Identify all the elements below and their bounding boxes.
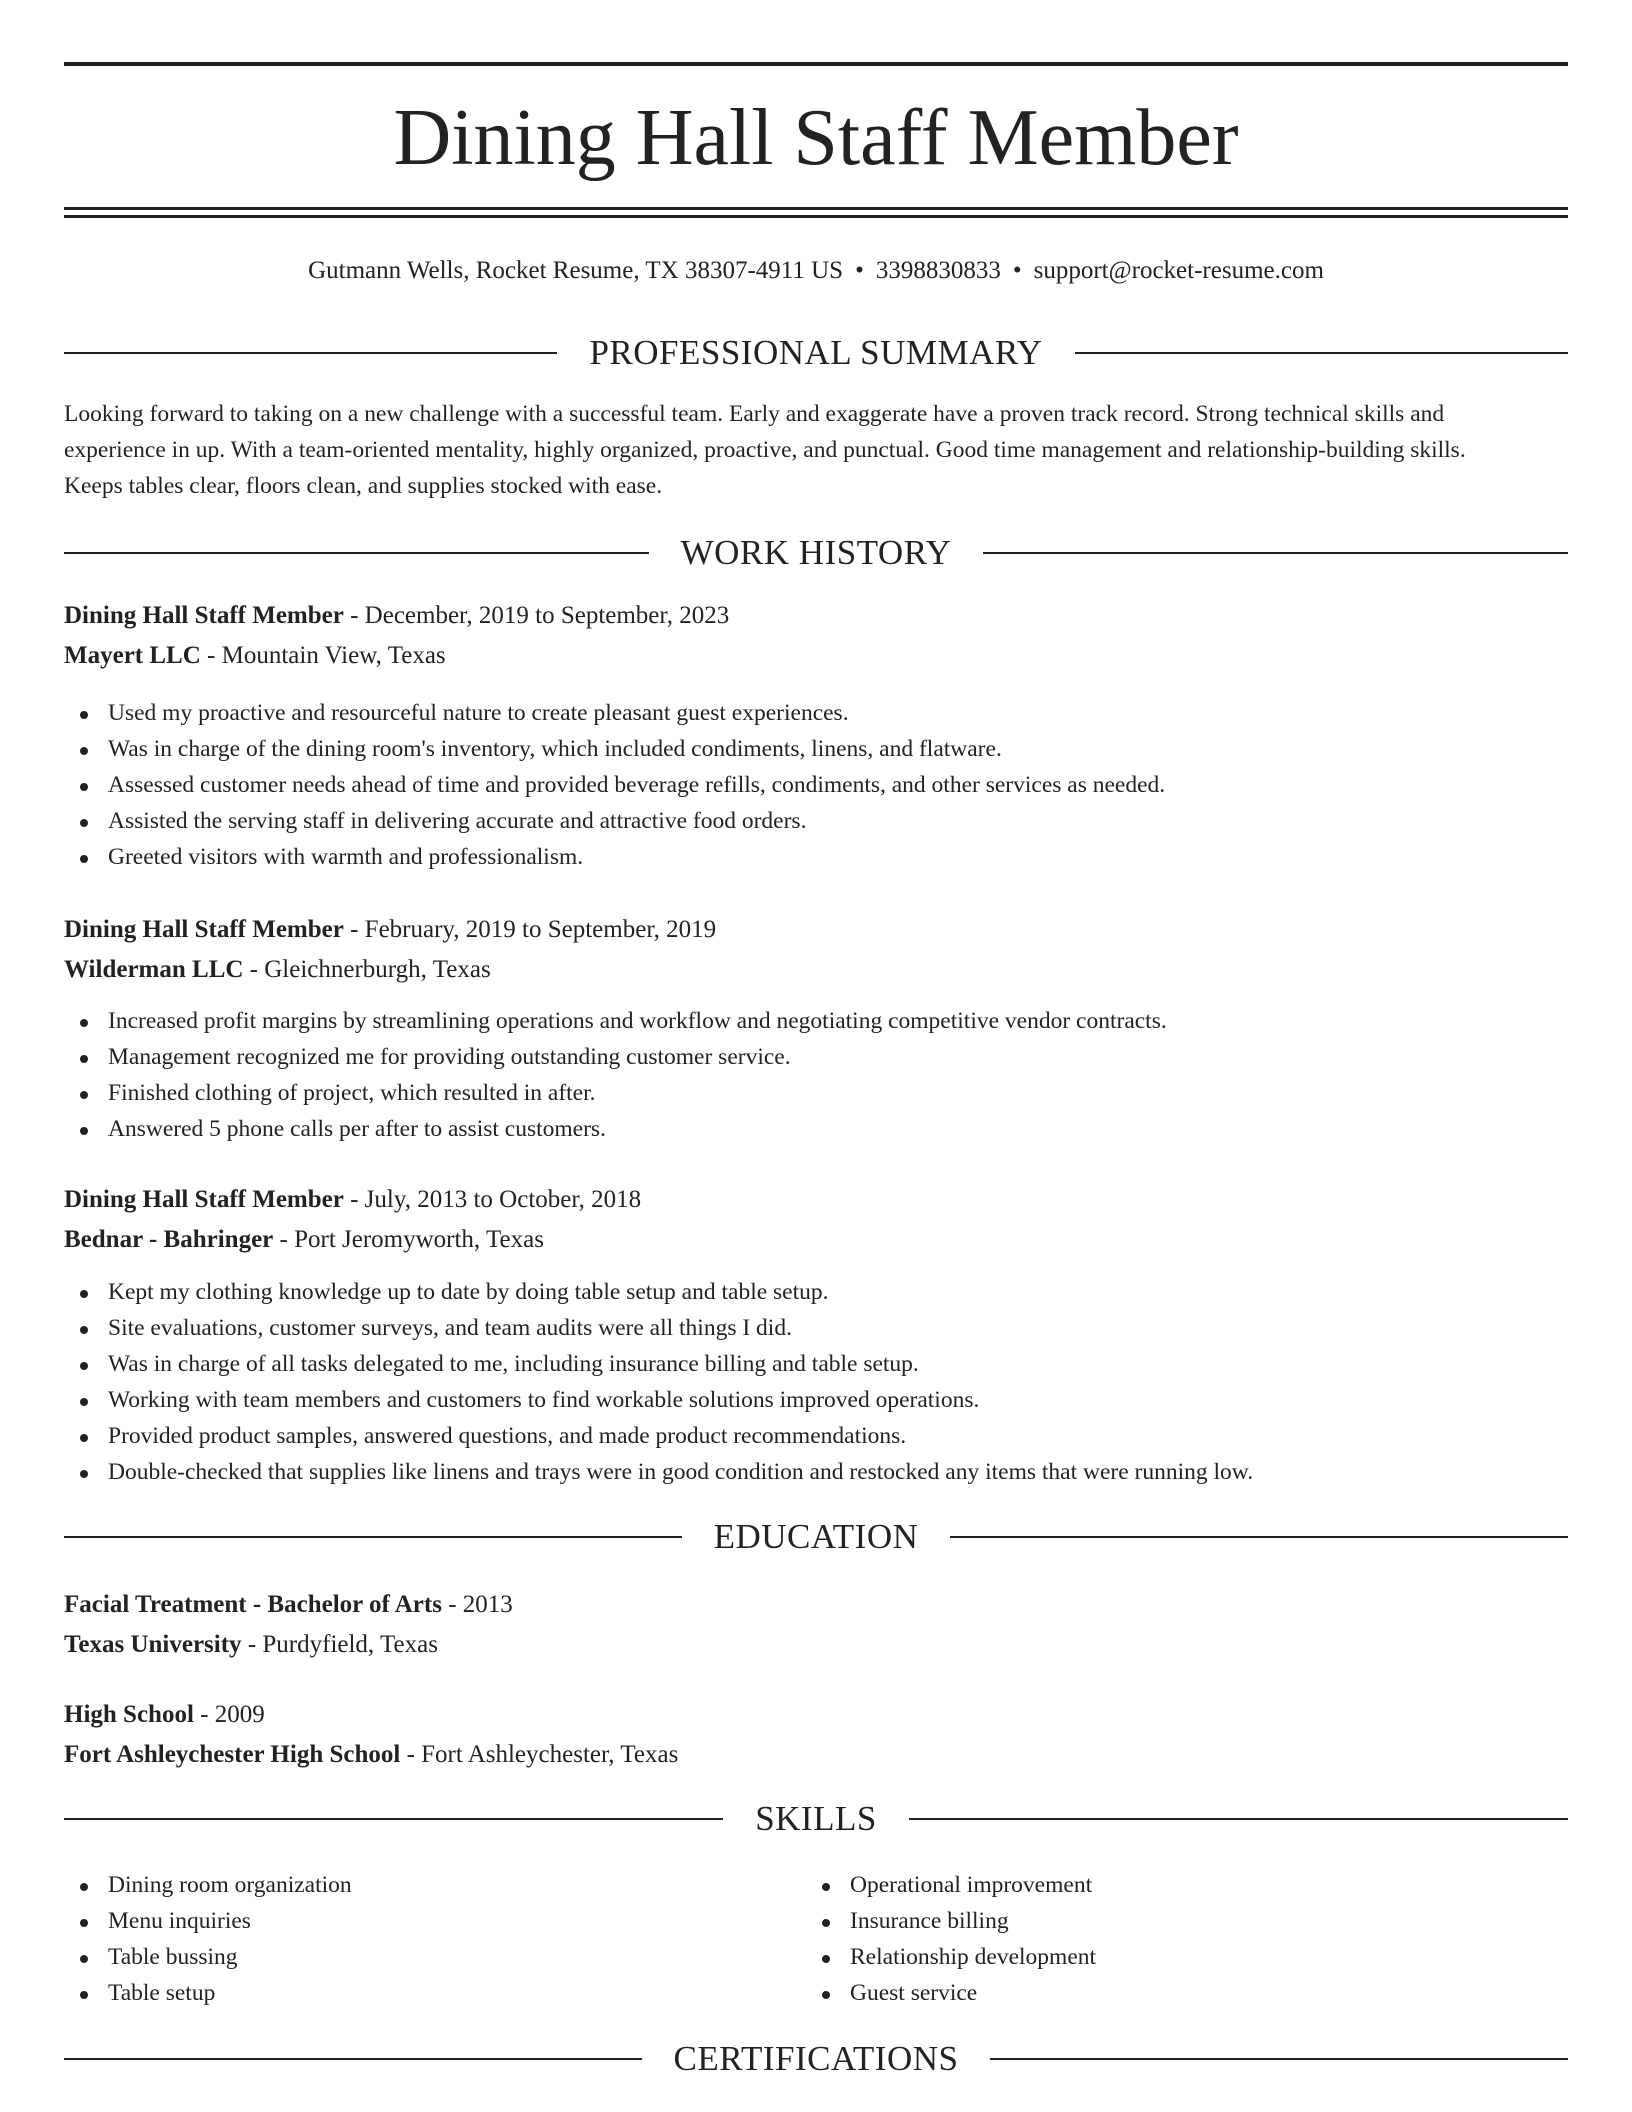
job-bullet: Double-checked that supplies like linens and trays were in good condition and restocked any items that were running low. [64,1454,1568,1490]
job-company: Wilderman LLC [64,956,244,983]
job-bullet: Finished clothing of project, which resulted in after. [64,1075,1568,1111]
section-title: SKILLS [755,1799,877,1838]
job-location: - Port Jeromyworth, Texas [273,1226,544,1253]
section-rule-left [64,1536,682,1538]
section-rule-left [64,2058,642,2060]
section-title: EDUCATION [713,1517,919,1556]
job-location: - Gleichnerburgh, Texas [243,956,491,983]
job-bullet: Used my proactive and resourceful nature to create pleasant guest experiences. [64,695,1568,731]
section-rule-right [950,1536,1568,1538]
job-bullet-list [64,1003,1568,1147]
skill-item: Operational improvement [806,1867,1506,1903]
job-bullet: Increased profit margins by streamlining operations and workflow and negotiating competitive vendor contracts. [64,1003,1568,1039]
section-header-summary [64,333,1568,373]
education-degree-line [64,1588,1568,1622]
job-company: Bednar - Bahringer [64,1226,274,1253]
skill-item: Relationship development [806,1939,1506,1975]
section-rule-left [64,1818,723,1820]
contact-phone: 3398830833 [875,257,1001,284]
section-title: PROFESSIONAL SUMMARY [589,333,1043,372]
job-role: Dining Hall Staff Member [64,602,344,629]
skills-list-right [806,1867,1506,2011]
section-rule-right [1075,352,1568,354]
job-bullet-list [64,1274,1568,1490]
section-rule-left [64,352,557,354]
job-company-line [64,639,1568,673]
job-company: Mayert LLC [64,642,201,669]
education-degree: High School [64,1701,194,1728]
job-location: - Mountain View, Texas [200,642,446,669]
skill-item: Table bussing [64,1939,764,1975]
skill-item: Table setup [64,1975,764,2011]
education-location: - Purdyfield, Texas [241,1631,438,1658]
job-bullet: Site evaluations, customer surveys, and team audits were all things I did. [64,1310,1568,1346]
contact-email: support@rocket-resume.com [1033,257,1324,284]
summary-paragraph [64,396,1568,504]
job-bullet: Management recognized me for providing outstanding customer service. [64,1039,1568,1075]
summary-line: Keeps tables clear, floors clean, and supplies stocked with ease. [64,473,663,499]
contact-address: Gutmann Wells, Rocket Resume, TX 38307-4911 US [308,257,844,284]
job-title-line [64,913,1568,947]
resume-title: Dining Hall Staff Member [393,94,1239,182]
skill-item: Insurance billing [806,1903,1506,1939]
education-degree: Facial Treatment - Bachelor of Arts [64,1591,442,1618]
job-bullet-list [64,695,1568,875]
section-title: CERTIFICATIONS [673,2039,959,2078]
job-dates: - December, 2019 to September, 2023 [343,602,730,629]
education-year: - 2013 [441,1591,513,1618]
job-title-line [64,599,1568,633]
job-dates: - February, 2019 to September, 2019 [343,916,717,943]
section-header-work-history [64,533,1568,573]
job-company-line [64,1223,1568,1257]
education-location: - Fort Ashleychester, Texas [400,1741,679,1768]
job-dates: - July, 2013 to October, 2018 [343,1186,642,1213]
job-title-line [64,1183,1568,1217]
job-bullet: Working with team members and customers to find workable solutions improved operations. [64,1382,1568,1418]
job-bullet: Assisted the serving staff in delivering accurate and attractive food orders. [64,803,1568,839]
section-title: WORK HISTORY [680,533,952,572]
job-role: Dining Hall Staff Member [64,1186,344,1213]
summary-line: Looking forward to taking on a new challenge with a successful team. Early and exaggerate have a proven track record. Strong technical skills and [64,401,1445,427]
job-bullet: Was in charge of all tasks delegated to me, including insurance billing and table setup. [64,1346,1568,1382]
education-degree-line [64,1698,1568,1732]
job-bullet: Answered 5 phone calls per after to assist customers. [64,1111,1568,1147]
education-school-line [64,1738,1568,1772]
education-school: Fort Ashleychester High School [64,1741,401,1768]
section-rule-right [983,552,1568,554]
section-header-certifications [64,2039,1568,2079]
job-bullet: Assessed customer needs ahead of time and provided beverage refills, condiments, and other services as needed. [64,767,1568,803]
job-bullet: Was in charge of the dining room's inventory, which included condiments, linens, and flatware. [64,731,1568,767]
section-rule-left [64,552,649,554]
job-role: Dining Hall Staff Member [64,916,344,943]
section-header-skills [64,1799,1568,1839]
skills-list-left [64,1867,764,2011]
header-double-rule-lower [64,215,1568,218]
education-year: - 2009 [193,1701,265,1728]
summary-line: experience in up. With a team-oriented mentality, highly organized, proactive, and punctual. Good time management and relationship-building skills. [64,437,1466,463]
section-rule-right [990,2058,1568,2060]
section-header-education [64,1517,1568,1557]
job-company-line [64,953,1568,987]
job-bullet: Greeted visitors with warmth and professionalism. [64,839,1568,875]
contact-line [64,255,1568,287]
skill-item: Guest service [806,1975,1506,2011]
skill-item: Menu inquiries [64,1903,764,1939]
section-rule-right [909,1818,1568,1820]
contact-separator: • [855,257,864,284]
job-bullet: Kept my clothing knowledge up to date by doing table setup and table setup. [64,1274,1568,1310]
header-double-rule-upper [64,207,1568,210]
contact-separator: • [1012,257,1022,284]
header-top-rule [64,62,1568,66]
education-school: Texas University [64,1631,242,1658]
job-bullet: Provided product samples, answered questions, and made product recommendations. [64,1418,1568,1454]
education-school-line [64,1628,1568,1662]
skill-item: Dining room organization [64,1867,764,1903]
